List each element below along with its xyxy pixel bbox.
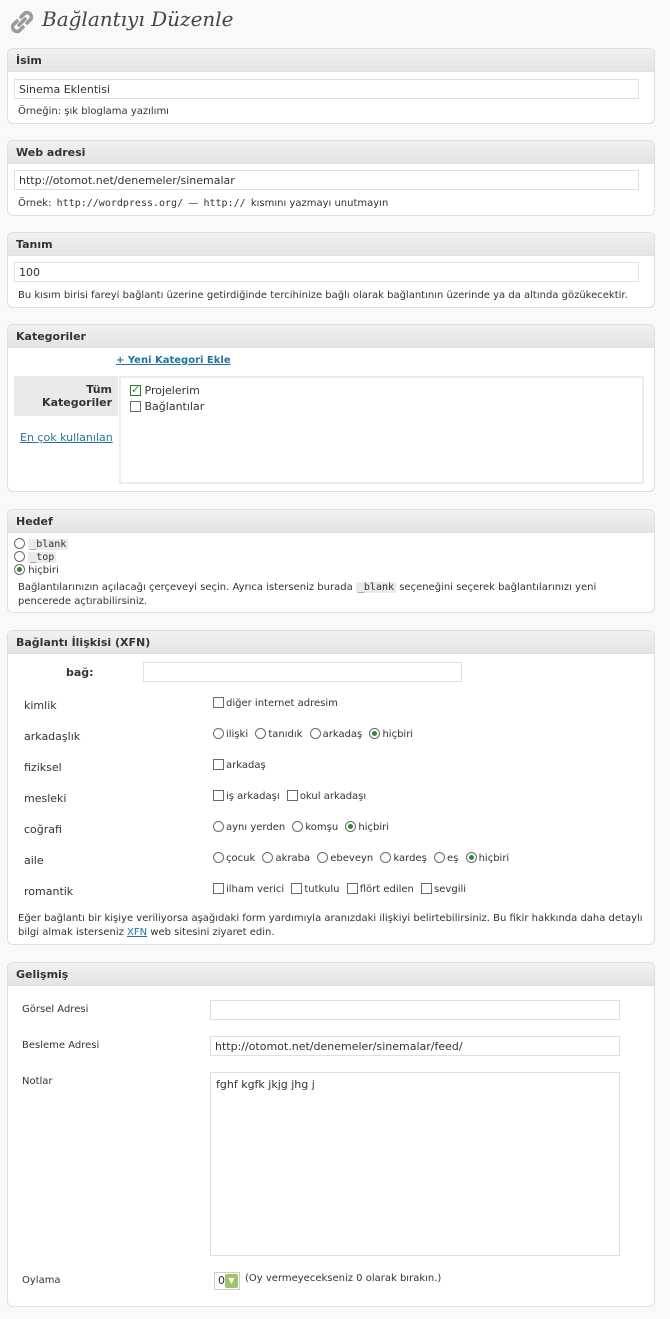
xfn-checkbox[interactable] (347, 883, 358, 894)
xfn-option-acquaintance[interactable] (255, 728, 302, 740)
category-checkbox-checked[interactable] (130, 385, 141, 396)
rating-label: Oylama (22, 1275, 61, 1286)
xfn-option-friend[interactable] (310, 728, 363, 740)
xfn-checkbox[interactable] (213, 759, 224, 770)
target-hint-line2: pencerede açtırabilirsiniz. (18, 596, 148, 607)
target-option-label: _blank (30, 539, 67, 550)
xfn-label-professional: mesleki (24, 792, 67, 805)
xfn-option-crush[interactable] (291, 883, 339, 895)
xfn-option-me[interactable] (213, 697, 338, 709)
xfn-options-identity (213, 697, 342, 709)
xfn-checkbox[interactable] (421, 883, 432, 894)
xfn-link[interactable]: XFN (127, 927, 148, 938)
xfn-label-identity: kimlik (24, 699, 57, 712)
xfn-option-label: komşu (305, 822, 339, 833)
add-category-link[interactable]: + Yeni Kategori Ekle (116, 355, 231, 366)
rel-input[interactable] (143, 662, 462, 682)
notes-label: Notlar (22, 1076, 53, 1087)
advanced-box-heading: Gelişmiş (8, 963, 654, 986)
xfn-option-label: çocuk (226, 853, 256, 864)
xfn-option-label: tanıdık (268, 729, 303, 740)
xfn-option-label: flört edilen (359, 884, 414, 895)
target-hint-a: Bağlantılarınızın açılacağı çerçeveyi seçin. Ayrıca isterseniz burada (18, 582, 353, 593)
rss-address-input[interactable]: http://otomot.net/denemeler/sinemalar/feed/ (210, 1036, 620, 1056)
target-hint-code: _blank (357, 582, 395, 593)
name-hint: Örneğin: şık bloglama yazılımı (18, 106, 169, 117)
xfn-option-label: sevgili (434, 884, 467, 895)
target-radio[interactable] (14, 538, 25, 549)
image-address-label: Görsel Adresi (22, 1004, 89, 1015)
xfn-radio[interactable] (213, 821, 224, 832)
xfn-option-label: aynı yerden (226, 822, 286, 833)
xfn-option-label: ilham verici (226, 884, 285, 895)
xfn-option-label: hiçbiri (358, 822, 390, 833)
xfn-checkbox[interactable] (287, 790, 298, 801)
url-hint-protocol: http:// (203, 198, 246, 209)
xfn-option-sweetheart[interactable] (421, 883, 466, 895)
notes-textarea[interactable]: fghf kgfk jkjg jhg j (210, 1072, 620, 1256)
category-item-baglantilar[interactable] (130, 400, 642, 416)
xfn-hint-b: bilgi almak isterseniz (18, 927, 124, 938)
page-title: Bağlantıyı Düzenle (42, 7, 234, 31)
xfn-option-friendship-none[interactable] (369, 728, 413, 740)
xfn-radio[interactable] (213, 852, 224, 863)
url-hint (18, 198, 388, 209)
target-options (14, 538, 68, 577)
tab-all-categories[interactable]: Tüm Kategoriler (14, 376, 118, 416)
image-address-input[interactable] (210, 1000, 620, 1020)
url-hint-suffix: kısmını yazmayı unutmayın (250, 198, 389, 209)
xfn-hint-line1: Eğer bağlantı bir kişiye veriliyorsa aşağıdaki form yardımıyla aranızdaki ilişkiyi belirtebilirsiniz. Bu fikir hakkında daha detaylı (18, 913, 643, 924)
rss-address-label: Besleme Adresi (22, 1040, 100, 1051)
xfn-radio-selected[interactable] (369, 728, 380, 739)
xfn-option-label: iş arkadaşı (226, 791, 280, 802)
target-box-heading: Hedef (8, 510, 654, 533)
xfn-radio[interactable] (310, 728, 321, 739)
xfn-option-label: kardeş (393, 853, 427, 864)
target-hint-line1 (18, 582, 596, 593)
xfn-radio[interactable] (262, 852, 273, 863)
xfn-label-romantic: romantik (24, 885, 74, 898)
xfn-option-colleague[interactable] (287, 790, 366, 802)
category-label: Projelerim (144, 384, 200, 397)
category-checklist (119, 376, 644, 484)
xfn-checkbox[interactable] (213, 790, 224, 801)
xfn-option-spouse[interactable] (434, 852, 458, 864)
xfn-option-contact[interactable] (213, 728, 248, 740)
xfn-option-coworker[interactable] (213, 790, 280, 802)
xfn-radio[interactable] (213, 728, 224, 739)
xfn-checkbox[interactable] (213, 697, 224, 708)
xfn-option-date[interactable] (347, 883, 414, 895)
category-checkbox[interactable] (130, 401, 141, 412)
xfn-options-geographical (213, 821, 393, 833)
xfn-option-coresident[interactable] (213, 821, 285, 833)
xfn-label-friendship: arkadaşlık (24, 730, 81, 743)
xfn-option-label: eş (447, 853, 459, 864)
target-hint-b: seçeneğini seçerek bağlantılarınızı yeni (399, 582, 597, 593)
description-box-heading: Tanım (8, 233, 654, 256)
xfn-radio[interactable] (255, 728, 266, 739)
xfn-option-kin[interactable] (262, 852, 310, 864)
xfn-box-heading: Bağlantı İlişkisi (XFN) (8, 631, 654, 654)
xfn-hint-c: web sitesini ziyaret edin. (150, 927, 275, 938)
category-label: Bağlantılar (144, 400, 205, 413)
advanced-box (7, 962, 655, 1307)
page-header (0, 0, 670, 44)
xfn-option-label: arkadaş (226, 760, 266, 771)
xfn-option-geo-none[interactable] (345, 821, 389, 833)
xfn-radio[interactable] (434, 852, 445, 863)
tab-most-used[interactable]: En çok kullanılan (20, 431, 113, 444)
categories-box-heading: Kategoriler (8, 325, 654, 348)
url-hint-example: http://wordpress.org/ (56, 198, 184, 209)
xfn-label-physical: fiziksel (24, 761, 62, 774)
url-input[interactable]: http://otomot.net/denemeler/sinemalar (14, 170, 639, 190)
description-hint: Bu kısım birisi fareyi bağlantı üzerine getirdiğinde tercihinize bağlı olarak bağlantının üzerinde ya da altında gözükecektir. (18, 290, 628, 301)
category-item-projelerim[interactable] (130, 384, 642, 400)
description-box (7, 232, 655, 308)
xfn-option-label: akraba (275, 853, 311, 864)
name-box-heading: İsim (8, 49, 654, 72)
target-option-blank[interactable] (14, 538, 68, 551)
xfn-option-label: arkadaş (322, 729, 363, 740)
rating-select[interactable] (214, 1272, 240, 1290)
target-radio[interactable] (14, 551, 25, 562)
xfn-option-muse[interactable] (213, 883, 284, 895)
xfn-options-professional (213, 790, 370, 802)
xfn-option-label: diğer internet adresim (226, 698, 338, 709)
xfn-option-neighbor[interactable] (292, 821, 338, 833)
xfn-option-label: hiçbiri (382, 729, 414, 740)
xfn-options-physical (213, 759, 270, 771)
xfn-option-child[interactable] (213, 852, 255, 864)
rating-hint: (Oy vermeyecekseniz 0 olarak bırakın.) (245, 1273, 442, 1284)
name-box (7, 48, 655, 124)
xfn-option-met[interactable] (213, 759, 266, 771)
url-box-heading: Web adresi (8, 141, 654, 164)
xfn-options-family (213, 852, 513, 864)
xfn-radio-selected[interactable] (345, 821, 356, 832)
target-option-top[interactable] (14, 551, 68, 564)
categories-box (7, 324, 655, 492)
xfn-option-sibling[interactable] (380, 852, 426, 864)
target-box (7, 509, 655, 613)
xfn-box (7, 630, 655, 945)
xfn-options-friendship (213, 728, 417, 740)
name-input[interactable]: Sinema Eklentisi (14, 79, 639, 99)
target-option-none[interactable] (14, 564, 68, 577)
chevron-down-icon[interactable]: ▼ (225, 1274, 238, 1288)
url-hint-prefix: Örnek: (18, 198, 52, 209)
xfn-radio[interactable] (292, 821, 303, 832)
xfn-radio-selected[interactable] (466, 852, 477, 863)
link-icon (7, 7, 37, 37)
xfn-label-geographical: coğrafi (24, 823, 62, 836)
xfn-option-label: okul arkadaşı (299, 791, 367, 802)
target-radio-selected[interactable] (14, 564, 25, 575)
xfn-radio[interactable] (317, 852, 328, 863)
xfn-option-family-none[interactable] (466, 852, 510, 864)
rating-value: 0 (218, 1274, 225, 1287)
target-option-label: _top (30, 552, 55, 563)
rel-label: bağ: (66, 666, 94, 679)
url-hint-dash: — (188, 198, 199, 209)
xfn-checkbox[interactable] (291, 883, 302, 894)
xfn-option-label: ebeveyn (330, 853, 374, 864)
xfn-option-label: ilişki (226, 729, 249, 740)
xfn-radio[interactable] (380, 852, 391, 863)
xfn-checkbox[interactable] (213, 883, 224, 894)
xfn-hint-line2 (18, 927, 275, 938)
target-option-label: hiçbiri (28, 565, 59, 576)
url-box (7, 140, 655, 216)
xfn-option-label: tutkulu (304, 884, 340, 895)
xfn-options-romantic (213, 883, 470, 895)
xfn-label-family: aile (24, 854, 44, 867)
description-input[interactable]: 100 (14, 262, 639, 282)
xfn-option-parent[interactable] (317, 852, 373, 864)
xfn-option-label: hiçbiri (478, 853, 510, 864)
